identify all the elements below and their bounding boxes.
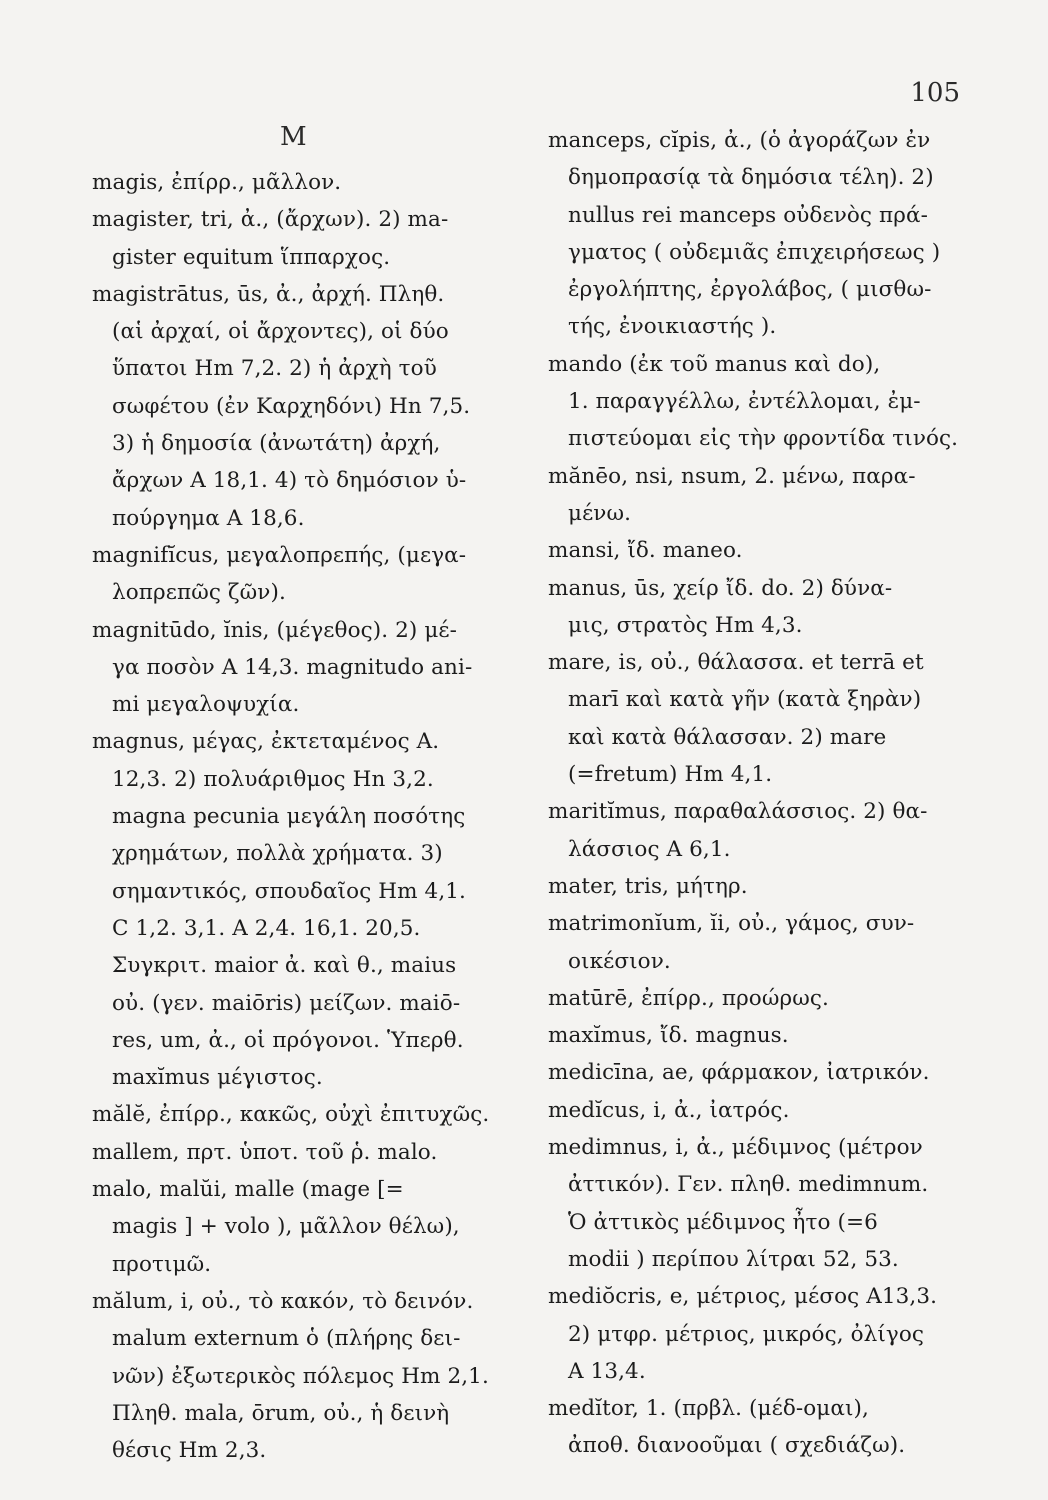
- dictionary-line: 3) ἡ δημοσία (ἀνωτάτη) ἀρχή,: [112, 431, 441, 457]
- dictionary-line: λάσσιος A 6,1.: [568, 836, 731, 862]
- dictionary-line: mallem, πρτ. ὑποτ. τοῦ ῥ. malo.: [92, 1139, 438, 1165]
- dictionary-line: mansi, ἴδ. maneo.: [548, 538, 743, 564]
- dictionary-line: Συγκριτ. maior ἀ. καὶ θ., maius: [112, 953, 457, 979]
- dictionary-line: ἐργολήπτης, ἐργολάβος, ( μισθω-: [568, 277, 932, 303]
- dictionary-line: νῶν) ἐξωτερικὸς πόλεμος Hm 2,1.: [112, 1363, 489, 1389]
- dictionary-line: λοπρεπῶς ζῶν).: [112, 580, 286, 606]
- dictionary-line: maritĭmus, παραθαλάσσιος. 2) θα-: [548, 799, 928, 825]
- dictionary-line: malo, malŭi, malle (mage [=: [92, 1177, 404, 1203]
- section-letter: M: [280, 122, 307, 152]
- dictionary-line: ἀποθ. διανοοῦμαι ( σχεδιάζω).: [568, 1433, 906, 1459]
- dictionary-line: gister equitum ἵππαρχος.: [112, 244, 391, 270]
- dictionary-line: magnitūdo, ĭnis, (μέγεθος). 2) μέ-: [92, 617, 458, 643]
- dictionary-line: χρημάτων, πολλὰ χρήματα. 3): [112, 841, 443, 867]
- dictionary-line: μένω.: [568, 500, 632, 526]
- dictionary-line: mare, is, οὐ., θάλασσα. et terrā et: [548, 650, 924, 676]
- dictionary-line: modii ) περίπου λίτραι 52, 53.: [568, 1246, 899, 1272]
- dictionary-line: maxĭmus μέγιστος.: [112, 1065, 323, 1091]
- left-column: [92, 164, 522, 1469]
- dictionary-line: μις, στρατὸς Hm 4,3.: [568, 612, 803, 638]
- dictionary-line: matrimonĭum, ĭi, οὐ., γάμος, συν-: [548, 911, 915, 937]
- dictionary-line: ἀττικόν). Γεν. πληθ. medimnum.: [568, 1172, 929, 1198]
- dictionary-line: Ὁ ἀττικὸς μέδιμνος ἦτο (=6: [568, 1209, 878, 1235]
- page-number: 105: [910, 78, 960, 108]
- dictionary-line: maxĭmus, ἴδ. magnus.: [548, 1023, 789, 1049]
- dictionary-line: ἄρχων A 18,1. 4) τὸ δημόσιον ὑ-: [112, 468, 467, 494]
- dictionary-line: οὐ. (γεν. maiōris) μείζων. maiō-: [112, 990, 461, 1016]
- dictionary-line: manceps, cĭpis, ἀ., (ὁ ἀγοράζων ἐν: [548, 128, 931, 153]
- dictionary-line: medimnus, i, ἀ., μέδιμνος (μέτρον: [548, 1135, 923, 1161]
- dictionary-line: mi μεγαλοψυχία.: [112, 692, 300, 718]
- dictionary-line: magis ] + volo ), μᾶλλον θέλω),: [112, 1214, 460, 1240]
- dictionary-line: matūrē, ἐπίρρ., προώρως.: [548, 985, 829, 1011]
- dictionary-line: ὕπατοι Hm 7,2. 2) ἡ ἀρχὴ τοῦ: [112, 356, 437, 382]
- dictionary-line: 12,3. 2) πολυάριθμος Hn 3,2.: [112, 766, 434, 792]
- dictionary-line: γματος ( οὐδεμιᾶς ἐπιχειρήσεως ): [568, 239, 941, 265]
- dictionary-line: mălĕ, ἐπίρρ., κακῶς, οὐχὶ ἐπιτυχῶς.: [92, 1102, 490, 1128]
- dictionary-line: medĭcus, i, ἀ., ἰατρός.: [548, 1097, 790, 1123]
- dictionary-line: mando (ἐκ τοῦ manus καὶ do),: [548, 351, 881, 377]
- dictionary-line: marī καὶ κατὰ γῆν (κατὰ ξηρὰν): [568, 687, 922, 713]
- dictionary-line: medicīna, ae, φάρμακον, ἰατρικόν.: [548, 1060, 930, 1086]
- dictionary-line: (αἱ ἀρχαί, οἱ ἄρχοντες), οἱ δύο: [112, 319, 449, 345]
- dictionary-line: mediŏcris, e, μέτριος, μέσος A13,3.: [548, 1284, 938, 1310]
- dictionary-line: δημοπρασίᾳ τὰ δημόσια τέλη). 2): [568, 165, 934, 191]
- dictionary-line: magister, tri, ἀ., (ἄρχων). 2) ma-: [92, 207, 449, 233]
- dictionary-line: προτιμῶ.: [112, 1251, 212, 1277]
- dictionary-line: magnifĭcus, μεγαλοπρεπής, (μεγα-: [92, 542, 467, 568]
- dictionary-line: magnus, μέγας, ἐκτεταμένος A.: [92, 729, 440, 755]
- dictionary-line: οικέσιον.: [568, 948, 671, 974]
- dictionary-line: πιστεύομαι εἰς τὴν φροντίδα τινός.: [568, 426, 959, 452]
- dictionary-line: θέσις Hm 2,3.: [112, 1438, 267, 1464]
- dictionary-line: res, um, ἀ., οἱ πρόγονοι. Ὑπερθ.: [112, 1027, 464, 1053]
- dictionary-line: magistrātus, ūs, ἀ., ἀρχή. Πληθ.: [92, 281, 445, 307]
- dictionary-line: malum externum ὁ (πλήρης δει-: [112, 1326, 461, 1352]
- dictionary-line: mălum, i, οὐ., τὸ κακόν, τὸ δεινόν.: [92, 1288, 474, 1314]
- dictionary-line: 2) μτφρ. μέτριος, μικρός, ὀλίγος: [568, 1321, 925, 1347]
- dictionary-line: mater, tris, μήτηρ.: [548, 873, 748, 899]
- dictionary-line: mănēo, nsi, nsum, 2. μένω, παρα-: [548, 463, 916, 489]
- dictionary-line: magis, ἐπίρρ., μᾶλλον.: [92, 170, 342, 195]
- dictionary-line: (=fretum) Hm 4,1.: [568, 762, 773, 788]
- dictionary-line: 1. παραγγέλλω, ἐντέλλομαι, ἐμ-: [568, 389, 921, 415]
- dictionary-line: manus, ūs, χείρ ἴδ. do. 2) δύνα-: [548, 575, 893, 601]
- dictionary-line: γα ποσὸν A 14,3. magnitudo ani-: [112, 654, 473, 680]
- dictionary-line: C 1,2. 3,1. A 2,4. 16,1. 20,5.: [112, 915, 421, 941]
- dictionary-line: σωφέτου (ἐν Καρχηδόνι) Hn 7,5.: [112, 393, 471, 419]
- dictionary-line: τής, ἐνοικιαστής ).: [568, 314, 777, 340]
- dictionary-line: medĭtor, 1. (πρβλ. (μέδ-ομαι),: [548, 1396, 869, 1422]
- dictionary-line: σημαντικός, σπουδαῖος Hm 4,1.: [112, 878, 466, 904]
- dictionary-line: καὶ κατὰ θάλασσαν. 2) mare: [568, 724, 887, 750]
- dictionary-line: Πληθ. mala, ōrum, οὐ., ἡ δεινὴ: [112, 1400, 450, 1426]
- dictionary-line: nullus rei manceps οὐδενὸς πρά-: [568, 202, 928, 228]
- dictionary-line: magna pecunia μεγάλη ποσότης: [112, 804, 466, 830]
- right-column: [548, 122, 988, 1465]
- dictionary-line: A 13,4.: [568, 1358, 646, 1384]
- dictionary-line: πούργημα A 18,6.: [112, 505, 305, 531]
